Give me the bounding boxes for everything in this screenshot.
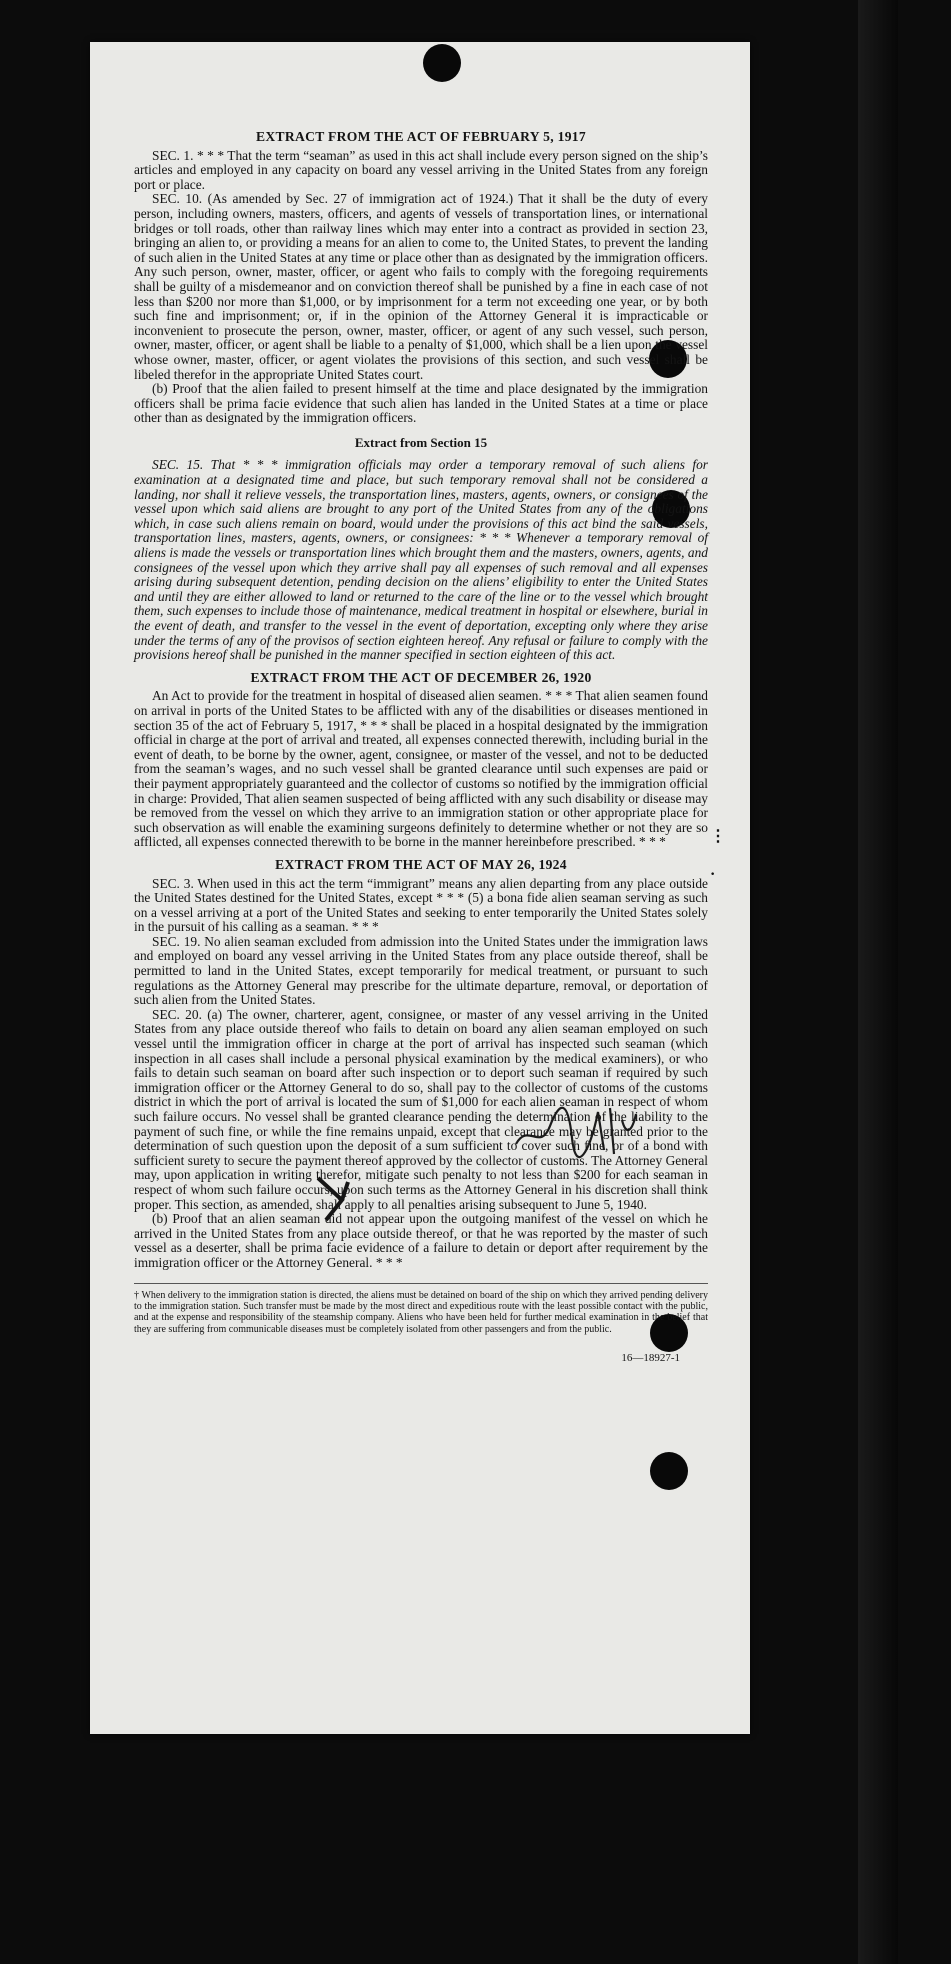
section-20a-paragraph: SEC. 20. (a) The owner, charterer, agent, consignee, or master of any vessel arriving in the United States from any place outside thereof who fails to detain on board any alien seaman employed on such vessel until the immigration officer in charge at the port of arrival has inspected such seaman (which inspection in all cases shall include a personal physical examination by the medical examiners), or who fails to detain such seaman on board after such inspection or to deport such seaman if required by such immigration officer or the Attorney General to do so, shall pay to the collector of customs of the customs district in which the port of arrival is located the sum of $1,000 for each alien seaman in respect of whom such failure occurs. No vessel shall be granted clearance pending the determination of the liability to the payment of such fine, or while the fine remains unpaid, except that clearance may be granted prior to the determination of such question upon the deposit of a sum sufficient to cover such fine, or of a bond with sufficient surety to secure the payment thereof approved by the collector of customs. The Attorney General may, upon application in writing therefor, mitigate such penalty to not less than $200 for each seaman in respect of whom such failure occurs, upon such terms as the Attorney General in his discretion shall think proper. This section, as amended, shall apply to all penalties arising subsequent to June 5, 1940. (134, 1006, 708, 1212)
punch-hole-right-4 (650, 1452, 688, 1490)
section-3-paragraph: SEC. 3. When used in this act the term “immigrant” means any alien departing from any place outside the United States destined for the United States, except * * * (5) a bona fide alien seaman serving as such on a vessel arriving at a port of the United States and seeking to enter temporarily the United States solely in the pursuit of his calling as a seaman. * * * (134, 875, 708, 935)
subheading-section-15: Extract from Section 15 (354, 434, 488, 450)
margin-mark: · (710, 866, 716, 883)
document-body (134, 130, 708, 1366)
section-15-paragraph: SEC. 15. That * * * immigration officials may order a temporary removal of such aliens for examination at a designated time and place, but such temporary removal shall not be considered a landing, nor shall it relieve vessels, the transportation lines, masters, agents, owners, or consignees of the vessel upon which said aliens are brought to any port of the United States from any of the obligations which, in case such aliens remain on board, would under the provisions of this act bind the said vessels, transportation lines, masters, agents, owners, or consignees: * * * Whenever a temporary removal of aliens is made the vessels or transportation lines which brought them and the masters, owners, agents, and consignees of the vessel upon which they arrive shall pay all expenses of such removal and all expenses arising during subsequent detention, pending decision on the aliens’ eligibility to enter the United States and until they are either allowed to land or returned to the care of the line or to the vessel which brought them, such expenses to include those of maintenance, medical treatment in hospital or elsewhere, burial in the event of death, and transfer to the vessel in the event of deportation, excepting only where they arise under the terms of any of the provisos of section eighteen hereof. Any refusal or failure to comply with the provisions hereof shall be punished in the manner specified in section eighteen of this act. (134, 457, 708, 663)
punch-hole-top (423, 44, 461, 82)
heading-act-1920: EXTRACT FROM THE ACT OF DECEMBER 26, 1920 (250, 669, 592, 685)
scan-background-edge (858, 0, 898, 1964)
document-page (90, 42, 750, 1734)
section-10b-paragraph: (b) Proof that the alien failed to present himself at the time and place designated by the immigration officers shall be prima facie evidence that such alien has landed in the United States at a time or place other than as designated by the immigration officers. (134, 381, 708, 426)
footnote: † When delivery to the immigration station is directed, the aliens must be detained on board of the ship on which they arrived pending delivery to the immigration station. Such transfer must be made by the most direct and expeditious route with the least possible contact with the public, and at the expense and responsibility of the steamship company. Aliens who have been held for further medical examination in the belief that they are suffering from communicable diseases must be completely isolated from other passengers and from the public. (134, 1283, 708, 1336)
section-20b-paragraph: (b) Proof that an alien seaman did not appear upon the outgoing manifest of the vessel on which he arrived in the United States from any place outside thereof, or that he was reported by the master of such vessel as a deserter, shall be prima facie evidence of a failure to detain or deport after requirement by the immigration officer or the Attorney General. * * * (134, 1211, 708, 1270)
act-1920-paragraph: An Act to provide for the treatment in hospital of diseased alien seamen. * * * That alien seamen found on arrival in ports of the United States to be afflicted with any of the disabilities or diseases mentioned in section 35 of the act of February 5, 1917, * * * shall be placed in a hospital designated by the immigration official in charge at the port of arrival and treated, all expenses connected therewith, including burial in the event of death, to be borne by the owner, agent, consignee, or master of the vessel, and not to be deducted from the seaman’s wages, and no such vessel shall be granted clearance until such expenses are paid or their payment appropriately guaranteed and the collector of customs so notified by the immigration official in charge: Provided, That alien seamen suspected of being afflicted with any such disability or disease may be removed from the vessel on which they arrive to an immigration station or other appropriate place for such observation as will enable the examining surgeons definitely to determine whether or not they are so afflicted, all expenses connected therewith to be borne in the manner hereinbefore prescribed. * * * (134, 688, 708, 850)
section-19-paragraph: SEC. 19. No alien seaman excluded from admission into the United States under the immigration laws and employed on board any vessel arriving in the United States from any place outside thereof, shall be permitted to land in the United States, except temporarily for medical treatment, or pursuant to such regulations as the Attorney General may prescribe for the ultimate departure, removal, or deportation of such alien from the United States. (134, 933, 708, 1008)
heading-act-1924: EXTRACT FROM THE ACT OF MAY 26, 1924 (275, 856, 567, 872)
section-10-paragraph: SEC. 10. (As amended by Sec. 27 of immigration act of 1924.) That it shall be the duty of every person, including owners, masters, officers, and agents of vessels of transportation lines, or international bridges or toll roads, other than railway lines which may enter into a contract as provided in section 23, bringing an alien to, or providing a means for an alien to come to, the United States, to prevent the landing of such alien in the United States at any time or place other than as designated by the immigration officers. Any such person, owner, master, officer, or agent who fails to comply with the foregoing requirements shall be guilty of a misdemeanor and on conviction thereof shall be punished by a fine in each case of not less than $200 nor more than $1,000, or by imprisonment for a term not exceeding one year, or by both such fine and imprisonment; or, if in the opinion of the Attorney General it is impracticable or inconvenient to prosecute the person, owner, master, officer, or agent of any such vessel, such person, owner, master, officer, or agent shall be liable to a penalty of $1,000, which shall be a lien upon the vessel whose owner, master, officer, or agent violates the provisions of this section, and such vessel shall be libeled therefor in the appropriate United States court. (134, 191, 708, 382)
section-1-paragraph: SEC. 1. * * * That the term “seaman” as used in this act shall include every person signed on the ship’s articles and employed in any capacity on board any vessel arriving in the United States from any foreign port or place. (134, 147, 708, 192)
margin-mark: ⋮ (710, 828, 726, 845)
heading-act-1917: EXTRACT FROM THE ACT OF FEBRUARY 5, 1917 (256, 129, 586, 144)
form-number: 16—18927-1 (621, 1352, 680, 1365)
